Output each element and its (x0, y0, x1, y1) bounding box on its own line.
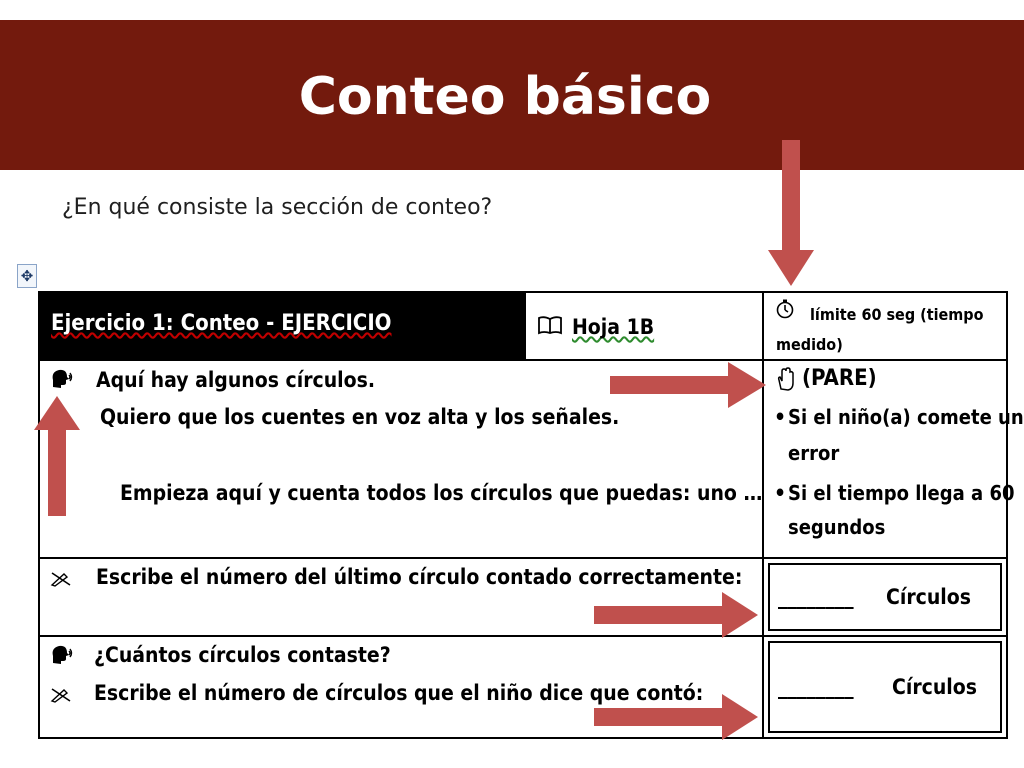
instruction-line2: Quiero que los cuentes en voz alta y los señales. (100, 405, 620, 429)
last-counted-prompt: Escribe el número del último círculo contado correctamente: (96, 565, 743, 589)
stop-bullet2-line2: segundos (788, 515, 886, 539)
no-writing-icon (50, 687, 72, 703)
arrow-down-to-time-limit (768, 140, 814, 288)
how-many-answer-box[interactable] (768, 641, 1002, 733)
arrow-right-last-counted (594, 592, 760, 638)
instruction-line3: Empieza aquí y cuenta todos los círculos que puedas: uno … (120, 481, 763, 505)
answer-blank: ________ (778, 675, 854, 699)
header-sheet-cell (525, 292, 763, 360)
stop-bullet2-line1: Si el tiempo llega a 60 (788, 481, 1015, 505)
answer-unit: Círculos (886, 585, 972, 609)
speaking-head-icon (50, 643, 74, 665)
slide-subtitle: ¿En qué consiste la sección de conteo? (62, 195, 493, 220)
stop-hand-icon (776, 367, 796, 391)
move-cross-icon[interactable]: ✥ (17, 264, 37, 288)
slide-title: Conteo básico (298, 67, 712, 127)
exercise-title: Ejercicio 1: Conteo - EJERCICIO (51, 311, 392, 336)
arrow-up-instructions (34, 396, 80, 516)
stopwatch-icon (776, 299, 794, 319)
stop-bullet1-line1: Si el niño(a) comete un (788, 405, 1024, 429)
header-time-limit-cell (763, 292, 1007, 360)
header-exercise-cell (39, 292, 525, 360)
how-many-answer-cell (763, 636, 1007, 738)
how-many-question: ¿Cuántos círculos contaste? (94, 643, 391, 667)
worksheet-table (38, 291, 1024, 739)
answer-unit: Círculos (892, 675, 978, 699)
book-icon (538, 315, 562, 335)
bullet-dot: • (774, 481, 787, 505)
sheet-reference: Hoja 1B (572, 315, 655, 339)
stop-rule-cell (763, 360, 1024, 558)
time-limit-line1: límite 60 seg (tiempo (810, 305, 984, 324)
instruction-line1: Aquí hay algunos círculos. (96, 368, 376, 392)
bullet-dot: • (774, 405, 787, 429)
no-writing-icon (50, 571, 72, 587)
last-counted-answer-box[interactable] (768, 563, 1002, 631)
how-many-prompt: Escribe el número de círculos que el niño dice que contó: (94, 681, 704, 705)
arrow-right-how-many (594, 694, 760, 740)
time-limit-line2: medido) (776, 335, 843, 354)
last-counted-answer-cell (763, 558, 1007, 636)
answer-blank: ________ (778, 585, 854, 609)
stop-bullet1-line2: error (788, 441, 840, 465)
arrow-right-stop-rule (610, 362, 768, 408)
speaking-head-icon (50, 367, 74, 389)
stop-label: (PARE) (802, 366, 877, 391)
